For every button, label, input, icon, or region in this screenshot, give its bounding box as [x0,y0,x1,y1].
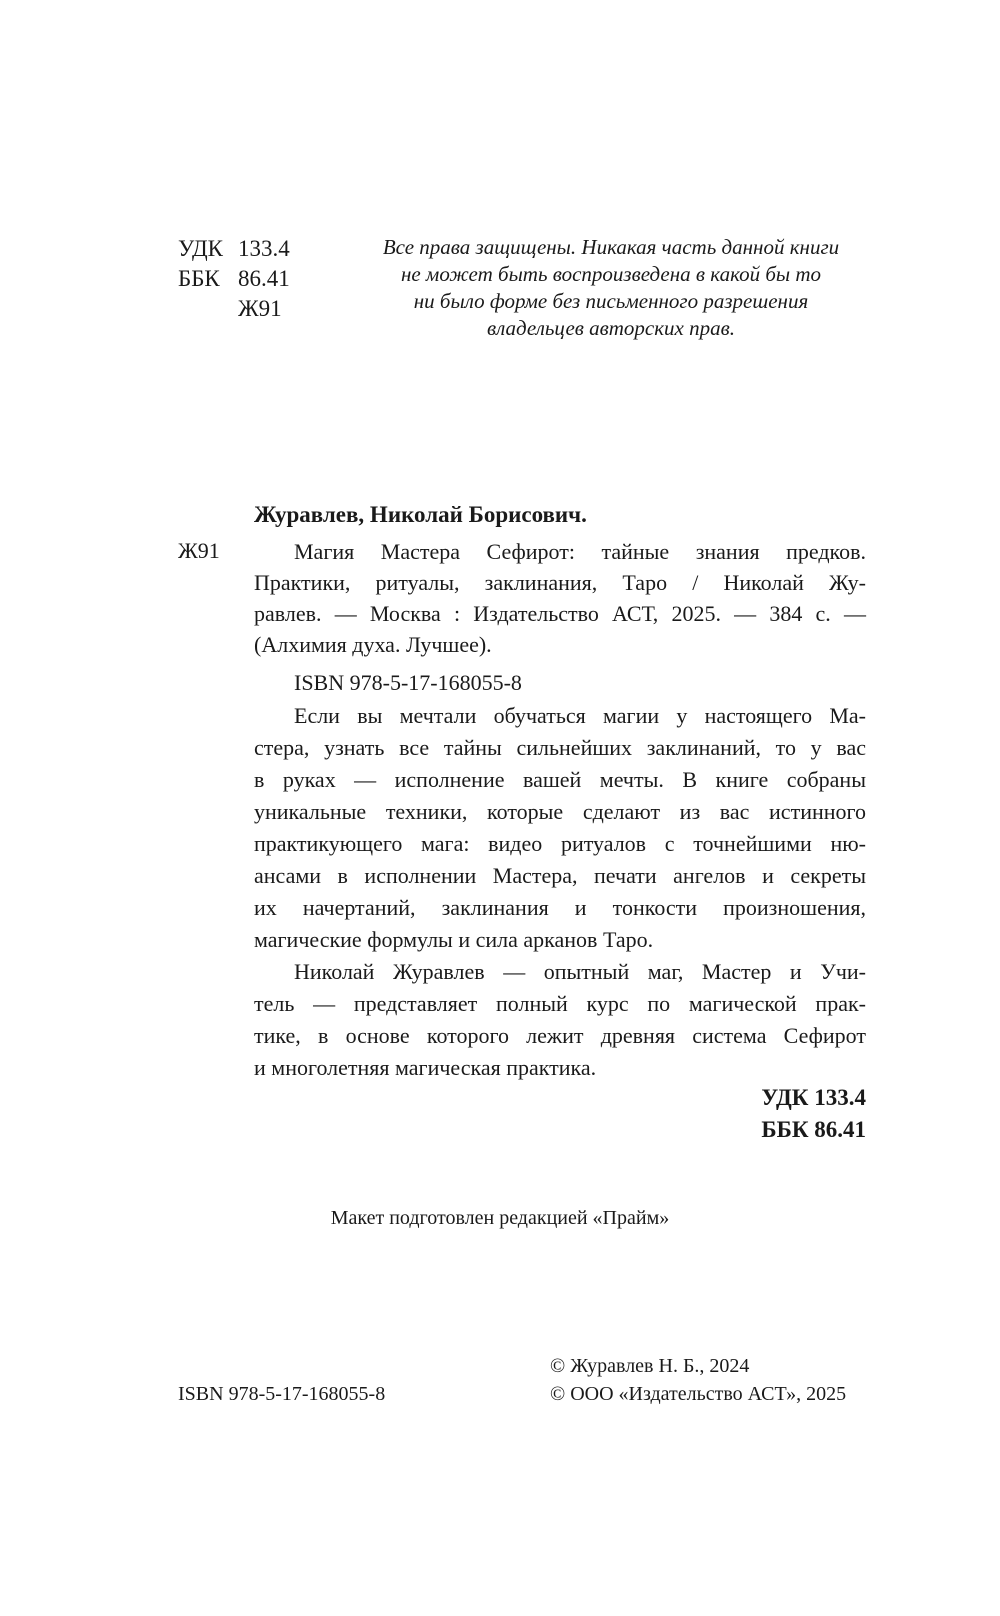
copyright-block [550,1352,846,1408]
description-line: Практики, ритуалы, заклинания, Таро / Николай Жу- [254,570,866,595]
bbk-label: ББК [178,266,220,291]
rights-notice [356,234,866,342]
annotation-line: практикующего мага: видео ритуалов с точнейшими ню- [254,831,866,856]
description-line: Магия Мастера Сефирот: тайные знания предков. [294,539,866,564]
bbk-row [178,264,290,294]
copyright-publisher: © ООО «Издательство АСТ», 2025 [550,1383,847,1405]
copyright-author: © Журавлев Н. Б., 2024 [550,1355,750,1377]
udk-label: УДК [178,236,223,261]
footer-isbn: ISBN 978-5-17-168055-8 [178,1383,386,1405]
udk-value: 133.4 [238,236,290,261]
udk-bottom: УДК 133.4 [761,1085,866,1110]
rights-line: не может быть воспроизведена в какой бы то [400,262,822,286]
bbk-bottom: ББК 86.41 [761,1117,866,1142]
annotation-line: и многолетняя магическая практика. [254,1055,597,1080]
description-line: (Алхимия духа. Лучшее). [254,632,492,657]
layout-note: Макет подготовлен редакцией «Прайм» [330,1207,670,1229]
annotation-line: стера, узнать все тайны сильнейших заклинаний, то у вас [254,735,866,760]
annotation-line: магические формулы и сила арканов Таро. [254,927,654,952]
annotation-line: их начертаний, заклинания и тонкости произношения, [254,895,866,920]
isbn-entry: ISBN 978-5-17-168055-8 [294,670,522,695]
bbk-value: 86.41 [238,266,290,291]
classification-codes [178,234,290,324]
cutter-value: Ж91 [238,296,282,321]
annotation-line: ансами в исполнении Мастера, печати ангелов и секреты [254,863,866,888]
cutter-mark: Ж91 [178,538,220,563]
annotation-line: Если вы мечтали обучаться магии у настоящего Ма- [294,703,866,728]
udk-row [178,234,290,264]
classification-codes-bottom [761,1082,866,1146]
description-line: равлев. — Москва : Издательство АСТ, 2025. — 384 с. — [254,601,866,626]
annotation [254,700,866,1084]
rights-line: Все права защищены. Никакая часть данной книги [382,235,840,259]
author-heading: Журавлев, Николай Борисович. [254,502,587,527]
bibliographic-description [254,536,866,660]
rights-line: ни было форме без письменного разрешения [413,289,809,313]
cutter-row [178,294,290,324]
annotation-line: уникальные техники, которые сделают из вас истинного [254,799,866,824]
annotation-line: Николай Журавлев — опытный маг, Мастер и Учи- [294,959,866,984]
annotation-line: тель — представляет полный курс по магической прак- [254,991,866,1016]
annotation-line: тике, в основе которого лежит древняя система Сефирот [254,1023,866,1048]
rights-line: владельцев авторских прав. [487,316,735,340]
annotation-line: в руках — исполнение вашей мечты. В книге собраны [254,767,866,792]
